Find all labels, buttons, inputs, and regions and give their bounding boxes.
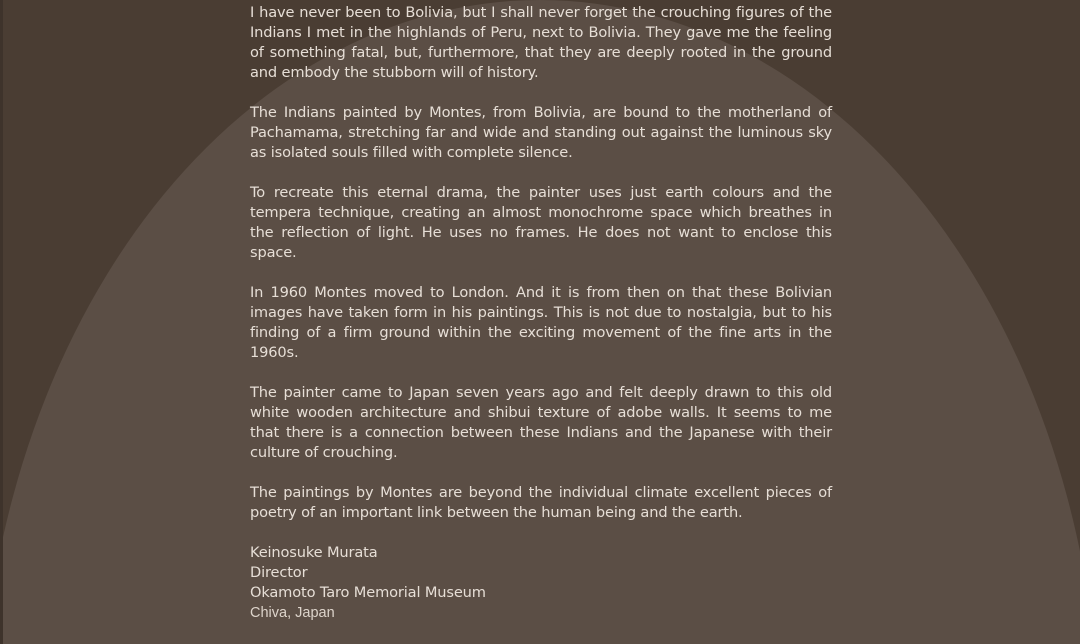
- paragraph-4: In 1960 Montes moved to London. And it is from then on that these Bolivian images have taken form in his paintings. This is not due to nostalgia, but to his finding of a firm ground within the exciting movement of the fine arts in the 1960s.: [250, 284, 832, 361]
- paragraph-5: The painter came to Japan seven years ago and felt deeply drawn to this old white wooden architecture and shibui texture of adobe walls. It seems to me that there is a connection between these Indians and the Japanese with their culture of crouching.: [250, 384, 832, 461]
- left-edge-shade: [0, 0, 3, 644]
- signature-organization: Okamoto Taro Memorial Museum: [250, 584, 486, 601]
- signature-block: [250, 543, 832, 623]
- signature-name: Keinosuke Murata: [250, 544, 378, 561]
- signature-location: Chiva, Japan: [250, 605, 335, 621]
- paragraph-1: I have never been to Bolivia, but I shall never forget the crouching figures of the Indians I met in the highlands of Peru, next to Bolivia. They gave me the feeling of something fatal, but, furthermore, that they are deeply rooted in the ground and embody the stubborn will of history.: [250, 4, 832, 81]
- signature-title: Director: [250, 564, 308, 581]
- paragraph-3: To recreate this eternal drama, the painter uses just earth colours and the tempera technique, creating an almost monochrome space which breathes in the reflection of light. He uses no frames. He does not want to enclose this space.: [250, 184, 832, 261]
- article-body: [250, 3, 832, 623]
- paragraph-6: The paintings by Montes are beyond the individual climate excellent pieces of poetry of an important link between the human being and the earth.: [250, 484, 832, 521]
- paragraph-2: The Indians painted by Montes, from Bolivia, are bound to the motherland of Pachamama, stretching far and wide and standing out against the luminous sky as isolated souls filled with complete silence.: [250, 104, 832, 161]
